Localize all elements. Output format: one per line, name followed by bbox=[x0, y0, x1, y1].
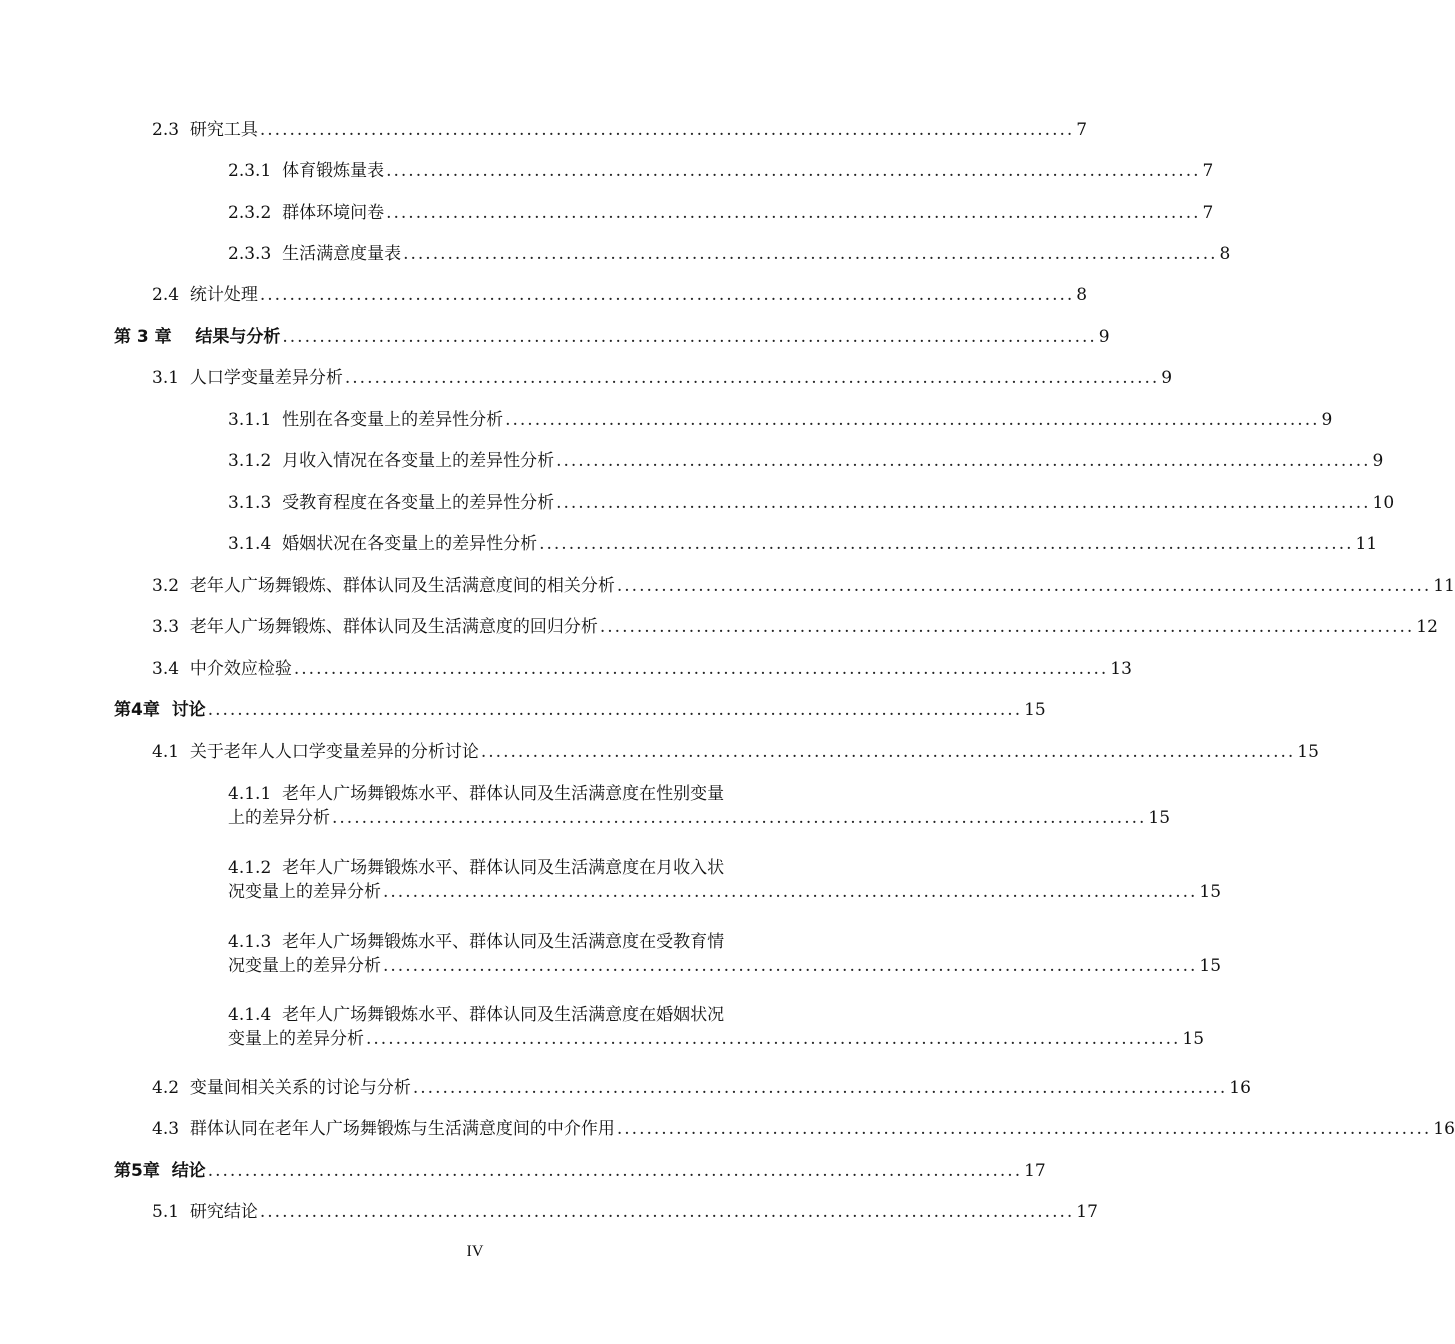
chapter-number: 第4章 bbox=[114, 700, 160, 720]
dot-leader: .............................................................................................................. bbox=[282, 327, 1097, 347]
page-number: 15 bbox=[1182, 1029, 1205, 1049]
toc-chapter-5[interactable] bbox=[114, 1159, 1046, 1183]
section-title: 统计处理 bbox=[189, 285, 258, 305]
toc-entry-4-1-2[interactable] bbox=[228, 856, 1222, 904]
page-number: 9 bbox=[1161, 368, 1173, 388]
section-title: 月收入情况在各变量上的差异性分析 bbox=[282, 451, 555, 471]
dot-leader: .............................................................................................................. bbox=[259, 120, 1075, 140]
toc-entry-2-3[interactable] bbox=[152, 118, 1088, 142]
section-number: 4.3 bbox=[152, 1119, 180, 1139]
section-title: 体育锻炼量表 bbox=[282, 161, 385, 181]
toc-entry-2-3-2[interactable] bbox=[228, 201, 1214, 225]
section-number: 3.1.4 bbox=[228, 534, 272, 554]
section-title-line1: 老年人广场舞锻炼水平、群体认同及生活满意度在婚姻状况 bbox=[282, 1005, 725, 1025]
page-number: 13 bbox=[1110, 659, 1132, 679]
section-number: 4.1.4 bbox=[228, 1005, 272, 1025]
toc-entry-2-3-1[interactable] bbox=[228, 159, 1214, 183]
dot-leader: .............................................................................................................. bbox=[556, 493, 1371, 513]
dot-leader: .............................................................................................................. bbox=[332, 808, 1147, 828]
section-title: 婚姻状况在各变量上的差异性分析 bbox=[282, 534, 538, 554]
dot-leader: .............................................................................................................. bbox=[344, 368, 1160, 388]
section-title-line2: 上的差异分析 bbox=[228, 808, 330, 828]
page-number: 7 bbox=[1202, 161, 1214, 181]
section-title-line1: 老年人广场舞锻炼水平、群体认同及生活满意度在受教育情 bbox=[282, 932, 725, 952]
section-title: 群体认同在老年人广场舞锻炼与生活满意度间的中介作用 bbox=[189, 1119, 615, 1139]
chapter-number: 第 3 章 bbox=[114, 327, 172, 347]
page-number: 9 bbox=[1098, 327, 1110, 347]
toc-entry-2-3-3[interactable] bbox=[228, 242, 1231, 266]
dot-leader: .............................................................................................................. bbox=[403, 244, 1218, 264]
section-title: 受教育程度在各变量上的差异性分析 bbox=[282, 493, 555, 513]
dot-leader: .............................................................................................................. bbox=[599, 617, 1415, 637]
dot-leader: .............................................................................................................. bbox=[383, 882, 1198, 902]
chapter-number: 第5章 bbox=[114, 1161, 160, 1181]
page-number: 15 bbox=[1148, 808, 1171, 828]
page-number: 9 bbox=[1321, 410, 1333, 430]
toc-entry-4-3[interactable] bbox=[152, 1117, 1455, 1141]
section-title: 关于老年人人口学变量差异的分析讨论 bbox=[189, 742, 479, 762]
chapter-title: 结果与分析 bbox=[195, 327, 281, 347]
section-number: 4.1.1 bbox=[228, 784, 272, 804]
section-number: 3.1.1 bbox=[228, 410, 272, 430]
dot-leader: .............................................................................................................. bbox=[207, 1161, 1023, 1181]
toc-entry-5-1[interactable] bbox=[152, 1200, 1098, 1224]
section-number: 2.3.1 bbox=[228, 161, 272, 181]
section-number: 2.3.2 bbox=[228, 203, 272, 223]
toc-chapter-4[interactable] bbox=[114, 698, 1046, 722]
toc-entry-2-4[interactable] bbox=[152, 283, 1088, 307]
section-number: 3.1.2 bbox=[228, 451, 272, 471]
page-number: 11 bbox=[1433, 576, 1455, 596]
page-number: 15 bbox=[1024, 700, 1046, 720]
toc-chapter-3[interactable] bbox=[114, 325, 1110, 349]
dot-leader: .............................................................................................................. bbox=[505, 410, 1320, 430]
section-number: 2.3.3 bbox=[228, 244, 272, 264]
section-title-line1: 老年人广场舞锻炼水平、群体认同及生活满意度在月收入状 bbox=[282, 858, 725, 878]
section-number: 4.1.2 bbox=[228, 858, 272, 878]
toc-entry-3-3[interactable] bbox=[152, 615, 1438, 639]
page-number: 15 bbox=[1199, 956, 1222, 976]
toc-entry-3-4[interactable] bbox=[152, 657, 1132, 681]
section-title: 老年人广场舞锻炼、群体认同及生活满意度的回归分析 bbox=[189, 617, 598, 637]
section-title: 研究工具 bbox=[189, 120, 258, 140]
toc-entry-4-2[interactable] bbox=[152, 1076, 1251, 1100]
dot-leader: .............................................................................................................. bbox=[556, 451, 1371, 471]
section-title: 性别在各变量上的差异性分析 bbox=[282, 410, 504, 430]
toc-entry-3-1-1[interactable] bbox=[228, 408, 1333, 432]
toc-entry-4-1[interactable] bbox=[152, 740, 1319, 764]
dot-leader: .............................................................................................................. bbox=[412, 1078, 1228, 1098]
page-footer-number: IV bbox=[466, 1243, 484, 1260]
dot-leader: .............................................................................................................. bbox=[539, 534, 1354, 554]
section-number: 4.2 bbox=[152, 1078, 180, 1098]
section-number: 3.2 bbox=[152, 576, 180, 596]
dot-leader: .............................................................................................................. bbox=[259, 1202, 1075, 1222]
toc-entry-4-1-1[interactable] bbox=[228, 782, 1171, 830]
page-number: 7 bbox=[1202, 203, 1214, 223]
page-number: 15 bbox=[1199, 882, 1222, 902]
section-number: 2.4 bbox=[152, 285, 180, 305]
section-title: 变量间相关关系的讨论与分析 bbox=[189, 1078, 411, 1098]
section-title-line2: 况变量上的差异分析 bbox=[228, 882, 381, 902]
dot-leader: .............................................................................................................. bbox=[386, 203, 1201, 223]
section-number: 2.3 bbox=[152, 120, 180, 140]
page-number: 15 bbox=[1297, 742, 1319, 762]
page-number: 12 bbox=[1416, 617, 1438, 637]
section-number: 5.1 bbox=[152, 1202, 180, 1222]
section-number: 3.1.3 bbox=[228, 493, 272, 513]
section-title: 人口学变量差异分析 bbox=[189, 368, 343, 388]
toc-entry-4-1-3[interactable] bbox=[228, 930, 1222, 978]
dot-leader: .............................................................................................................. bbox=[616, 576, 1432, 596]
section-number: 3.1 bbox=[152, 368, 180, 388]
page-number: 7 bbox=[1076, 120, 1088, 140]
section-title: 群体环境问卷 bbox=[282, 203, 385, 223]
section-number: 4.1 bbox=[152, 742, 180, 762]
page-number: 8 bbox=[1076, 285, 1088, 305]
toc-entry-3-1[interactable] bbox=[152, 366, 1173, 390]
section-title-line2: 变量上的差异分析 bbox=[228, 1029, 364, 1049]
dot-leader: .............................................................................................................. bbox=[616, 1119, 1432, 1139]
toc-entry-3-1-4[interactable] bbox=[228, 532, 1378, 556]
page-number: 9 bbox=[1372, 451, 1384, 471]
page-number: 8 bbox=[1219, 244, 1231, 264]
toc-entry-4-1-4[interactable] bbox=[228, 1003, 1205, 1051]
dot-leader: .............................................................................................................. bbox=[383, 956, 1198, 976]
dot-leader: .............................................................................................................. bbox=[366, 1029, 1181, 1049]
page-number: 16 bbox=[1433, 1119, 1455, 1139]
dot-leader: .............................................................................................................. bbox=[207, 700, 1023, 720]
section-title: 老年人广场舞锻炼、群体认同及生活满意度间的相关分析 bbox=[189, 576, 615, 596]
page-number: 17 bbox=[1024, 1161, 1046, 1181]
section-number: 3.3 bbox=[152, 617, 180, 637]
toc-entry-3-1-3[interactable] bbox=[228, 491, 1395, 515]
section-title: 研究结论 bbox=[189, 1202, 258, 1222]
chapter-title: 结论 bbox=[171, 1161, 206, 1181]
dot-leader: .............................................................................................................. bbox=[480, 742, 1296, 762]
page-number: 11 bbox=[1355, 534, 1378, 554]
dot-leader: .............................................................................................................. bbox=[259, 285, 1075, 305]
section-number: 3.4 bbox=[152, 659, 180, 679]
section-title: 中介效应检验 bbox=[189, 659, 292, 679]
dot-leader: .............................................................................................................. bbox=[386, 161, 1201, 181]
page-number: 17 bbox=[1076, 1202, 1098, 1222]
toc-entry-3-2[interactable] bbox=[152, 574, 1455, 598]
section-title-line1: 老年人广场舞锻炼水平、群体认同及生活满意度在性别变量 bbox=[282, 784, 725, 804]
section-title-line2: 况变量上的差异分析 bbox=[228, 956, 381, 976]
section-title: 生活满意度量表 bbox=[282, 244, 402, 264]
chapter-title: 讨论 bbox=[171, 700, 206, 720]
page-number: 16 bbox=[1229, 1078, 1251, 1098]
dot-leader: .............................................................................................................. bbox=[293, 659, 1109, 679]
section-number: 4.1.3 bbox=[228, 932, 272, 952]
toc-entry-3-1-2[interactable] bbox=[228, 449, 1384, 473]
page-number: 10 bbox=[1372, 493, 1395, 513]
